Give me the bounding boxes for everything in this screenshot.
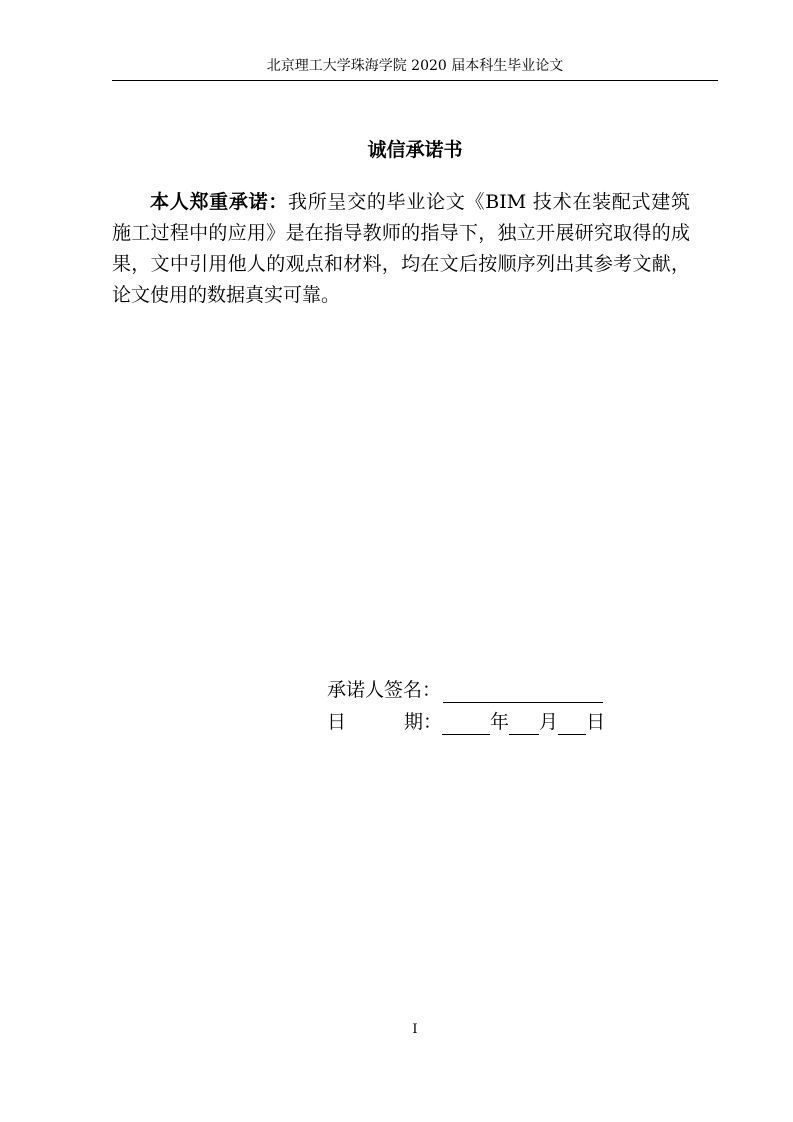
date-label-ri: 日 <box>327 711 347 733</box>
year-blank[interactable] <box>442 712 490 735</box>
page-number: I <box>412 1022 418 1037</box>
signature-label: 承诺人签名： <box>327 679 442 701</box>
year-unit: 年 <box>490 711 510 733</box>
page-header: 北京理工大学珠海学院 2020 届本科生毕业论文 <box>266 58 564 74</box>
header-divider <box>112 80 718 81</box>
month-blank[interactable] <box>509 712 539 735</box>
statement-body: 我所呈交的毕业论文《BIM 技术在装配式建筑施工过程中的应用》是在指导教师的指导下，独立开展研究取得的成果，文中引用他人的观点和材料，均在文后按顺序列出其参考文献，论文使用的数据真实可靠。 <box>112 191 690 306</box>
commitment-statement <box>112 187 690 311</box>
signature-blank[interactable] <box>443 680 603 703</box>
month-unit: 月 <box>539 711 559 733</box>
statement-lead: 本人郑重承诺： <box>150 191 289 213</box>
day-unit: 日 <box>586 711 606 733</box>
page-title: 诚信承诺书 <box>367 139 463 161</box>
date-label-qi: 期： <box>404 711 443 733</box>
date-row <box>327 709 605 735</box>
day-blank[interactable] <box>558 712 586 735</box>
signature-row <box>327 677 603 703</box>
